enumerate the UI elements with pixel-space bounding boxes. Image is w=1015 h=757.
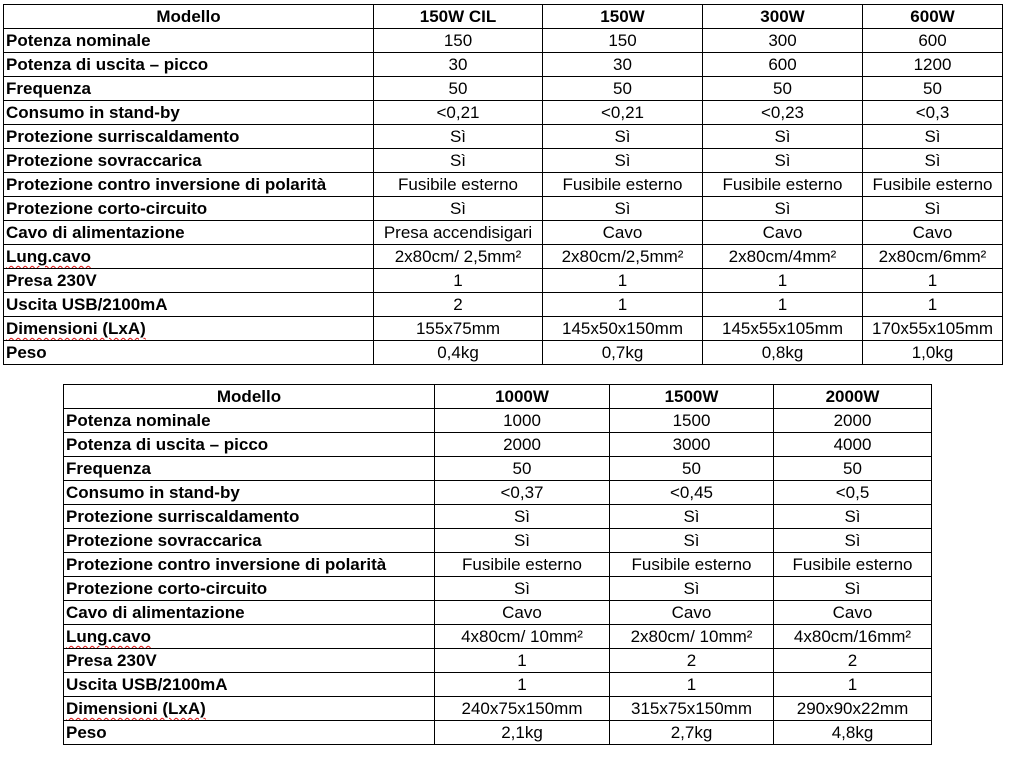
row-label — [64, 577, 435, 601]
cell-value: 300 — [703, 29, 863, 53]
cell-value: 0,7kg — [543, 341, 703, 365]
row-label-text: Dimensioni (LxA) — [6, 319, 146, 338]
cell-value: 1 — [703, 269, 863, 293]
cell-value: 2 — [610, 649, 774, 673]
header-model-name: 150W CIL — [374, 5, 543, 29]
cell-value: Sì — [374, 125, 543, 149]
cell-value: 1200 — [863, 53, 1003, 77]
cell-value: Cavo — [703, 221, 863, 245]
table-row — [64, 505, 932, 529]
cell-value: 2x80cm/ 10mm² — [610, 625, 774, 649]
row-label-text: Frequenza — [66, 459, 152, 478]
row-label-text: Peso — [6, 343, 47, 362]
cell-value: 2 — [774, 649, 932, 673]
header-model-name: 1500W — [610, 385, 774, 409]
table-row — [4, 53, 1003, 77]
table-row — [64, 649, 932, 673]
row-label-text: Protezione sovraccarica — [6, 151, 202, 170]
cell-value: Cavo — [774, 601, 932, 625]
cell-value: Sì — [774, 529, 932, 553]
cell-value: 0,4kg — [374, 341, 543, 365]
cell-value: Sì — [543, 197, 703, 221]
cell-value: 1,0kg — [863, 341, 1003, 365]
cell-value: 50 — [374, 77, 543, 101]
cell-value: Cavo — [610, 601, 774, 625]
table-row — [4, 125, 1003, 149]
table-row — [4, 293, 1003, 317]
row-label — [64, 505, 435, 529]
cell-value: 0,8kg — [703, 341, 863, 365]
row-label-text: Lung.cavo — [66, 627, 152, 646]
cell-value: 1 — [435, 673, 610, 697]
cell-value: 315x75x150mm — [610, 697, 774, 721]
table-row — [4, 197, 1003, 221]
row-label-text: Uscita USB/2100mA — [66, 675, 228, 694]
cell-value: 2,7kg — [610, 721, 774, 745]
table-row — [4, 77, 1003, 101]
cell-value: Sì — [543, 125, 703, 149]
row-label-text: Uscita USB/2100mA — [6, 295, 168, 314]
cell-value: <0,21 — [374, 101, 543, 125]
row-label — [4, 149, 374, 173]
cell-value: Fusibile esterno — [703, 173, 863, 197]
cell-value: 2 — [374, 293, 543, 317]
cell-value: 30 — [374, 53, 543, 77]
cell-value: 170x55x105mm — [863, 317, 1003, 341]
cell-value: <0,23 — [703, 101, 863, 125]
cell-value: 30 — [543, 53, 703, 77]
cell-value: 2x80cm/4mm² — [703, 245, 863, 269]
table-row — [64, 673, 932, 697]
cell-value: Fusibile esterno — [610, 553, 774, 577]
row-label — [4, 245, 374, 269]
cell-value: 2x80cm/ 2,5mm² — [374, 245, 543, 269]
row-label — [64, 409, 435, 433]
row-label — [64, 529, 435, 553]
cell-value: Cavo — [435, 601, 610, 625]
cell-value: 50 — [543, 77, 703, 101]
cell-value: 4x80cm/ 10mm² — [435, 625, 610, 649]
spec-table-body — [64, 385, 932, 745]
table-row — [64, 625, 932, 649]
row-label — [4, 53, 374, 77]
cell-value: Cavo — [863, 221, 1003, 245]
table-row — [4, 173, 1003, 197]
row-label-text: Dimensioni (LxA) — [66, 699, 206, 718]
table-row — [64, 697, 932, 721]
row-label-text: Potenza di uscita – picco — [66, 435, 269, 454]
cell-value: 50 — [610, 457, 774, 481]
row-label — [64, 721, 435, 745]
spec-table-small-models — [3, 4, 1003, 365]
cell-value: 1 — [774, 673, 932, 697]
row-label-text: Protezione contro inversione di polarità — [6, 175, 327, 194]
cell-value: 1 — [703, 293, 863, 317]
cell-value: 1 — [543, 269, 703, 293]
row-label — [64, 673, 435, 697]
row-label-text: Protezione surriscaldamento — [66, 507, 300, 526]
row-label-text: Cavo di alimentazione — [66, 603, 245, 622]
cell-value: Cavo — [543, 221, 703, 245]
cell-value: Sì — [863, 197, 1003, 221]
cell-value: 155x75mm — [374, 317, 543, 341]
cell-value: Sì — [703, 125, 863, 149]
cell-value: 50 — [703, 77, 863, 101]
cell-value: 290x90x22mm — [774, 697, 932, 721]
row-label — [4, 125, 374, 149]
row-label — [64, 457, 435, 481]
row-label-text: Peso — [66, 723, 107, 742]
cell-value: 600 — [703, 53, 863, 77]
cell-value: 2x80cm/6mm² — [863, 245, 1003, 269]
cell-value: 150 — [543, 29, 703, 53]
cell-value: <0,21 — [543, 101, 703, 125]
cell-value: Sì — [543, 149, 703, 173]
cell-value: 145x50x150mm — [543, 317, 703, 341]
cell-value: 1 — [863, 269, 1003, 293]
table-row — [64, 433, 932, 457]
row-label — [4, 197, 374, 221]
cell-value: 1 — [435, 649, 610, 673]
cell-value: 1 — [610, 673, 774, 697]
spec-table-large-models — [63, 384, 932, 745]
row-label — [64, 625, 435, 649]
table-row — [64, 481, 932, 505]
cell-value: 1 — [374, 269, 543, 293]
table-row — [64, 721, 932, 745]
table-row — [4, 269, 1003, 293]
cell-value: Fusibile esterno — [374, 173, 543, 197]
cell-value: Sì — [610, 505, 774, 529]
row-label-text: Presa 230V — [66, 651, 157, 670]
cell-value: <0,5 — [774, 481, 932, 505]
cell-value: 600 — [863, 29, 1003, 53]
cell-value: <0,37 — [435, 481, 610, 505]
table-row — [4, 101, 1003, 125]
cell-value: 2000 — [435, 433, 610, 457]
header-model-label: Modello — [4, 5, 374, 29]
cell-value: 3000 — [610, 433, 774, 457]
cell-value: 50 — [863, 77, 1003, 101]
cell-value: 2x80cm/2,5mm² — [543, 245, 703, 269]
row-label — [4, 293, 374, 317]
row-label-text: Potenza nominale — [66, 411, 211, 430]
header-model-name: 1000W — [435, 385, 610, 409]
cell-value: 240x75x150mm — [435, 697, 610, 721]
header-model-label: Modello — [64, 385, 435, 409]
table-row — [64, 601, 932, 625]
table-row — [64, 553, 932, 577]
cell-value: 4000 — [774, 433, 932, 457]
cell-value: Sì — [703, 149, 863, 173]
table-row — [4, 149, 1003, 173]
row-label — [64, 697, 435, 721]
row-label-text: Protezione contro inversione di polarità — [66, 555, 387, 574]
cell-value: 4,8kg — [774, 721, 932, 745]
table-row — [64, 457, 932, 481]
cell-value: Sì — [435, 529, 610, 553]
cell-value: Sì — [703, 197, 863, 221]
cell-value: Sì — [610, 529, 774, 553]
cell-value: Fusibile esterno — [863, 173, 1003, 197]
cell-value: 145x55x105mm — [703, 317, 863, 341]
cell-value: 50 — [774, 457, 932, 481]
cell-value: Fusibile esterno — [435, 553, 610, 577]
row-label — [4, 221, 374, 245]
cell-value: Sì — [435, 505, 610, 529]
row-label — [64, 601, 435, 625]
row-label-text: Presa 230V — [6, 271, 97, 290]
header-row — [4, 5, 1003, 29]
cell-value: Sì — [374, 149, 543, 173]
cell-value: Sì — [863, 149, 1003, 173]
table-row — [4, 245, 1003, 269]
row-label — [4, 269, 374, 293]
cell-value: Presa accendisigari — [374, 221, 543, 245]
row-label — [4, 341, 374, 365]
row-label-text: Potenza di uscita – picco — [6, 55, 209, 74]
row-label — [64, 433, 435, 457]
row-label — [64, 553, 435, 577]
cell-value: 1 — [863, 293, 1003, 317]
row-label-text: Frequenza — [6, 79, 92, 98]
table-row — [4, 317, 1003, 341]
cell-value: 4x80cm/16mm² — [774, 625, 932, 649]
row-label-text: Consumo in stand-by — [66, 483, 240, 502]
row-label-text: Protezione sovraccarica — [66, 531, 262, 550]
cell-value: Fusibile esterno — [774, 553, 932, 577]
table-row — [4, 221, 1003, 245]
row-label — [4, 173, 374, 197]
cell-value: 1500 — [610, 409, 774, 433]
cell-value: Sì — [774, 577, 932, 601]
row-label — [4, 29, 374, 53]
header-model-name: 150W — [543, 5, 703, 29]
header-model-name: 2000W — [774, 385, 932, 409]
cell-value: Sì — [610, 577, 774, 601]
row-label-text: Potenza nominale — [6, 31, 151, 50]
header-model-name: 300W — [703, 5, 863, 29]
row-label — [4, 317, 374, 341]
cell-value: 50 — [435, 457, 610, 481]
row-label-text: Protezione surriscaldamento — [6, 127, 240, 146]
cell-value: Sì — [374, 197, 543, 221]
row-label-text: Cavo di alimentazione — [6, 223, 185, 242]
table-row — [64, 577, 932, 601]
cell-value: <0,3 — [863, 101, 1003, 125]
row-label-text: Consumo in stand-by — [6, 103, 180, 122]
cell-value: Sì — [435, 577, 610, 601]
table-row — [4, 29, 1003, 53]
table-row — [4, 341, 1003, 365]
row-label-text: Lung.cavo — [6, 247, 92, 266]
row-label — [4, 101, 374, 125]
cell-value: 2,1kg — [435, 721, 610, 745]
row-label — [64, 481, 435, 505]
header-model-name: 600W — [863, 5, 1003, 29]
cell-value: 1000 — [435, 409, 610, 433]
header-row — [64, 385, 932, 409]
row-label — [64, 649, 435, 673]
table-row — [64, 409, 932, 433]
cell-value: 1 — [543, 293, 703, 317]
spec-table-body — [4, 5, 1003, 365]
row-label-text: Protezione corto-circuito — [66, 579, 268, 598]
cell-value: Fusibile esterno — [543, 173, 703, 197]
cell-value: <0,45 — [610, 481, 774, 505]
cell-value: Sì — [774, 505, 932, 529]
row-label-text: Protezione corto-circuito — [6, 199, 208, 218]
table-row — [64, 529, 932, 553]
cell-value: 150 — [374, 29, 543, 53]
row-label — [4, 77, 374, 101]
cell-value: Sì — [863, 125, 1003, 149]
cell-value: 2000 — [774, 409, 932, 433]
